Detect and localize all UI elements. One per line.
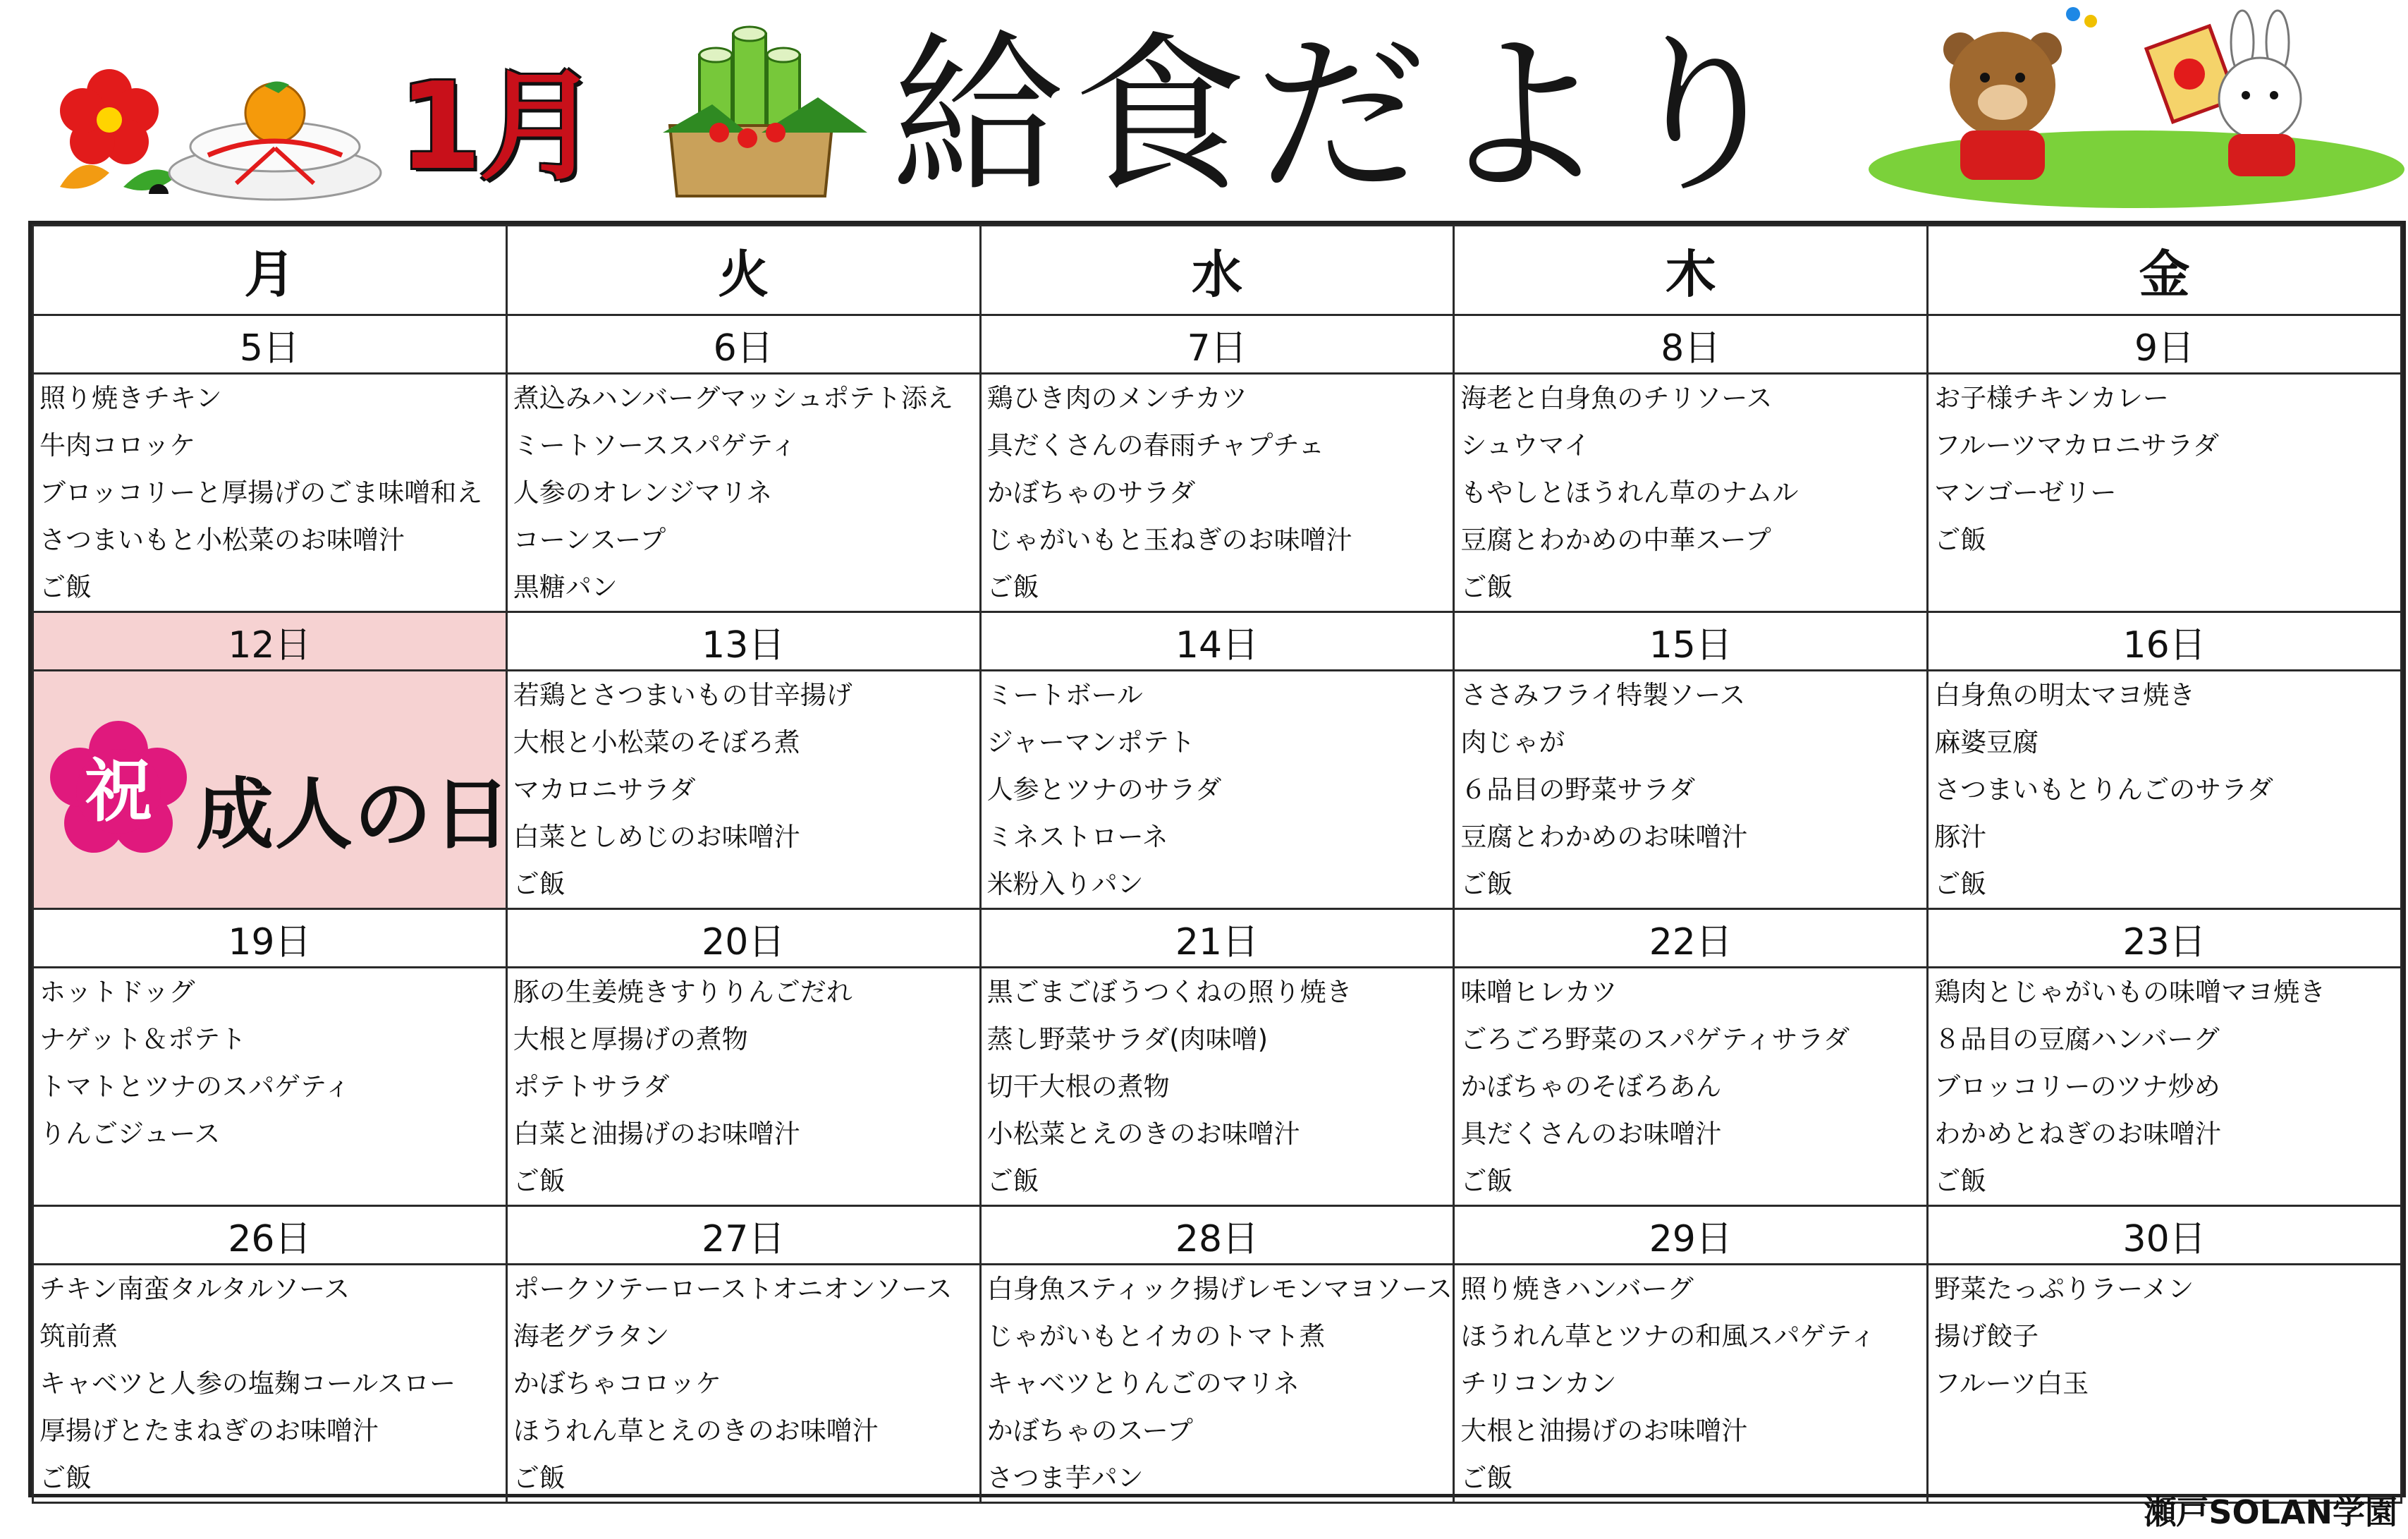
rabbit-mascot-icon	[2219, 11, 2301, 176]
menu-item: じゃがいもとイカのトマト煮	[986, 1321, 1326, 1351]
date-cell: 29日	[1454, 1206, 1928, 1265]
menu-cell	[33, 1265, 507, 1503]
menu-item: 白菜としめじのお味噌汁	[513, 822, 800, 852]
menu-item: さつま芋パン	[986, 1463, 1144, 1493]
kadomatsu-icon	[656, 13, 881, 203]
weekday-wednesday: 水	[980, 226, 1454, 315]
menu-cell	[506, 968, 980, 1206]
menu-item: かぼちゃコロッケ	[513, 1368, 722, 1399]
menu-item: ブロッコリーのツナ炒め	[1934, 1071, 2220, 1102]
mascot-illustration	[1862, 0, 2404, 212]
menu-item: 照り焼きハンバーグ	[1460, 1274, 1694, 1304]
menu-item: 野菜たっぷりラーメン	[1934, 1274, 2194, 1304]
menu-item: トマトとツナのスパゲティ	[39, 1071, 351, 1102]
menu-cell	[1454, 968, 1928, 1206]
menu-item: ご飯	[1934, 869, 1987, 899]
menu-item: ホットドッグ	[39, 977, 195, 1007]
weekday-header-row	[33, 226, 2402, 315]
holiday-cell	[33, 671, 512, 909]
plum-blossom-icon	[32, 53, 187, 194]
menu-item: 筑前煮	[39, 1321, 118, 1351]
menu-item: かぼちゃのサラダ	[986, 477, 1196, 508]
menu-item: 牛肉コロッケ	[39, 430, 196, 461]
menu-item: 豚の生姜焼きすりりんごだれ	[513, 977, 852, 1007]
date-cell: 19日	[33, 909, 507, 968]
menu-row	[33, 968, 2402, 1206]
menu-item: さつまいもとりんごのサラダ	[1934, 774, 2273, 805]
menu-item: 豆腐とわかめのお味噌汁	[1460, 822, 1748, 852]
menu-item: 海老グラタン	[513, 1321, 670, 1351]
date-cell: 13日	[506, 612, 980, 671]
menu-cell	[506, 671, 980, 909]
menu-item: ミネストローネ	[986, 822, 1168, 852]
menu-item: じゃがいもと玉ねぎのお味噌汁	[986, 525, 1352, 555]
menu-cell	[1928, 968, 2402, 1206]
menu-item: ご飯	[513, 1463, 566, 1493]
menu-row	[33, 1265, 2402, 1503]
menu-item: ブロッコリーと厚揚げのごま味噌和え	[39, 477, 483, 508]
menu-item: 人参のオレンジマリネ	[513, 477, 773, 508]
date-cell: 26日	[33, 1206, 507, 1265]
holiday-name: 成人の日	[196, 770, 512, 860]
menu-item: フルーツ白玉	[1934, 1368, 2089, 1399]
menu-item: ごろごろ野菜のスパゲティサラダ	[1460, 1024, 1850, 1054]
menu-item: ご飯	[1460, 572, 1513, 602]
iwai-badge	[48, 721, 189, 862]
menu-cell	[506, 374, 980, 612]
menu-item: ８品目の豆腐ハンバーグ	[1934, 1024, 2220, 1054]
date-cell: 21日	[980, 909, 1454, 968]
date-row	[33, 909, 2402, 968]
menu-item: ナゲット＆ポテト	[39, 1024, 247, 1054]
menu-item: ご飯	[1460, 1463, 1513, 1493]
menu-item: わかめとねぎのお味噌汁	[1934, 1119, 2222, 1149]
menu-item: 豚汁	[1934, 822, 1987, 852]
menu-item: さつまいもと小松菜のお味噌汁	[39, 525, 405, 555]
menu-item: 人参とツナのサラダ	[986, 774, 1222, 805]
menu-item: 海老と白身魚のチリソース	[1460, 383, 1773, 413]
menu-item: 豆腐とわかめの中華スープ	[1460, 525, 1771, 555]
bear-mascot-icon	[1943, 32, 2062, 180]
menu-item: 米粉入りパン	[986, 869, 1144, 899]
menu-cell	[1454, 671, 1928, 909]
menu-item: キャベツとりんごのマリネ	[986, 1368, 1300, 1399]
date-cell: 23日	[1928, 909, 2402, 968]
date-row	[33, 1206, 2402, 1265]
menu-item: ご飯	[1934, 525, 1987, 555]
date-cell: 6日	[506, 315, 980, 374]
menu-row	[33, 671, 2402, 909]
menu-item: ジャーマンポテト	[986, 727, 1195, 758]
menu-item: 麻婆豆腐	[1934, 727, 2039, 758]
kagami-mochi-icon	[166, 78, 384, 201]
menu-item: チキン南蛮タルタルソース	[39, 1274, 350, 1304]
menu-item: お子様チキンカレー	[1934, 383, 2169, 413]
date-cell: 7日	[980, 315, 1454, 374]
menu-item: 切干大根の煮物	[986, 1071, 1170, 1102]
date-cell: 28日	[980, 1206, 1454, 1265]
menu-cell	[980, 374, 1454, 612]
date-cell: 12日	[33, 612, 507, 671]
date-cell: 9日	[1928, 315, 2402, 374]
menu-item: キャベツと人参の塩麹コールスロー	[39, 1368, 456, 1399]
menu-item: ささみフライ特製ソース	[1460, 680, 1746, 710]
menu-item: かぼちゃのスープ	[986, 1416, 1193, 1446]
menu-item: ご飯	[39, 572, 92, 602]
menu-item: フルーツマカロニサラダ	[1934, 430, 2219, 461]
grass-field-icon	[1869, 130, 2404, 208]
date-cell: 30日	[1928, 1206, 2402, 1265]
menu-cell	[980, 671, 1454, 909]
date-cell: 15日	[1454, 612, 1928, 671]
menu-item: 白身魚の明太マヨ焼き	[1934, 680, 2196, 710]
menu-item: ほうれん草とえのきのお味噌汁	[513, 1416, 879, 1446]
menu-cell	[980, 1265, 1454, 1503]
menu-item: マカロニサラダ	[513, 774, 696, 805]
school-name: 瀬戸SOLAN学園	[2144, 1493, 2397, 1531]
menu-item: 具だくさんのお味噌汁	[1460, 1119, 1722, 1149]
iwai-label: 祝	[85, 752, 152, 831]
weekday-friday: 金	[1928, 226, 2402, 315]
menu-cell	[33, 374, 507, 612]
menu-item: もやしとほうれん草のナムル	[1460, 477, 1799, 508]
menu-item: 照り焼きチキン	[39, 383, 222, 413]
menu-cell	[1928, 374, 2402, 612]
date-cell: 22日	[1454, 909, 1928, 968]
date-cell: 14日	[980, 612, 1454, 671]
menu-calendar	[28, 221, 2406, 1497]
menu-item: 肉じゃが	[1460, 727, 1565, 758]
menu-item: 大根と小松菜のそぼろ煮	[513, 727, 800, 758]
menu-item: 若鶏とさつまいもの甘辛揚げ	[513, 680, 852, 710]
menu-item: 大根と油揚げのお味噌汁	[1460, 1416, 1748, 1446]
menu-item: 鶏肉とじゃがいもの味噌マヨ焼き	[1934, 977, 2326, 1007]
menu-row	[33, 374, 2402, 612]
menu-item: 白身魚スティック揚げレモンマヨソース	[986, 1274, 1453, 1304]
menu-item: ６品目の野菜サラダ	[1460, 774, 1696, 805]
menu-item: チリコンカン	[1460, 1368, 1617, 1399]
weekday-thursday: 木	[1454, 226, 1928, 315]
date-cell: 20日	[506, 909, 980, 968]
menu-item: ご飯	[513, 869, 566, 899]
menu-item: 大根と厚揚げの煮物	[513, 1024, 748, 1054]
menu-item: かぼちゃのそぼろあん	[1460, 1071, 1722, 1102]
menu-item: 小松菜とえのきのお味噌汁	[986, 1119, 1300, 1149]
menu-item: ご飯	[513, 1166, 566, 1196]
menu-item: 煮込みハンバーグマッシュポテト添え	[513, 383, 953, 413]
weekday-monday: 月	[33, 226, 507, 315]
menu-item: ご飯	[1934, 1166, 1987, 1196]
date-cell: 16日	[1928, 612, 2402, 671]
menu-cell	[506, 1265, 980, 1503]
menu-cell	[980, 968, 1454, 1206]
menu-item: ご飯	[39, 1463, 92, 1493]
menu-item: 厚揚げとたまねぎのお味噌汁	[39, 1416, 379, 1446]
calendar-grid	[32, 224, 2402, 1504]
date-row	[33, 315, 2402, 374]
menu-cell	[1928, 671, 2402, 909]
menu-item: 味噌ヒレカツ	[1460, 977, 1618, 1007]
menu-item: ご飯	[1460, 1166, 1513, 1196]
menu-item: 蒸し野菜サラダ(肉味噌)	[986, 1024, 1269, 1054]
menu-item: シュウマイ	[1460, 430, 1590, 461]
menu-item: 揚げ餃子	[1934, 1321, 2039, 1351]
date-row	[33, 612, 2402, 671]
menu-item: ポテトサラダ	[513, 1071, 670, 1102]
menu-cell	[1928, 1265, 2402, 1503]
menu-item: 白菜と油揚げのお味噌汁	[513, 1119, 800, 1149]
menu-cell	[33, 968, 507, 1206]
holiday-banner	[34, 671, 512, 908]
menu-item: 黒ごまごぼうつくねの照り焼き	[986, 977, 1352, 1007]
menu-item: 黒糖パン	[513, 572, 618, 602]
menu-item: ミートボール	[986, 680, 1143, 710]
month-label: 1月	[398, 57, 597, 197]
date-cell: 8日	[1454, 315, 1928, 374]
page-title: 給食だより	[892, 16, 1798, 217]
date-cell: 27日	[506, 1206, 980, 1265]
menu-item: りんごジュース	[39, 1119, 221, 1149]
menu-item: ポークソテーローストオニオンソース	[513, 1274, 953, 1304]
menu-item: ミートソーススパゲティ	[513, 430, 797, 461]
menu-item: マンゴーゼリー	[1934, 477, 2117, 508]
header	[0, 0, 2408, 217]
menu-cell	[1454, 374, 1928, 612]
menu-item: ご飯	[986, 572, 1039, 602]
menu-item: 具だくさんの春雨チャプチェ	[986, 430, 1325, 461]
menu-item: ご飯	[986, 1166, 1039, 1196]
menu-item: コーンスープ	[513, 525, 666, 555]
menu-item: ほうれん草とツナの和風スパゲティ	[1460, 1321, 1876, 1351]
weekday-tuesday: 火	[506, 226, 980, 315]
menu-cell	[1454, 1265, 1928, 1503]
date-cell: 5日	[33, 315, 507, 374]
menu-item: 鶏ひき肉のメンチカツ	[986, 383, 1247, 413]
menu-item: ご飯	[1460, 869, 1513, 899]
